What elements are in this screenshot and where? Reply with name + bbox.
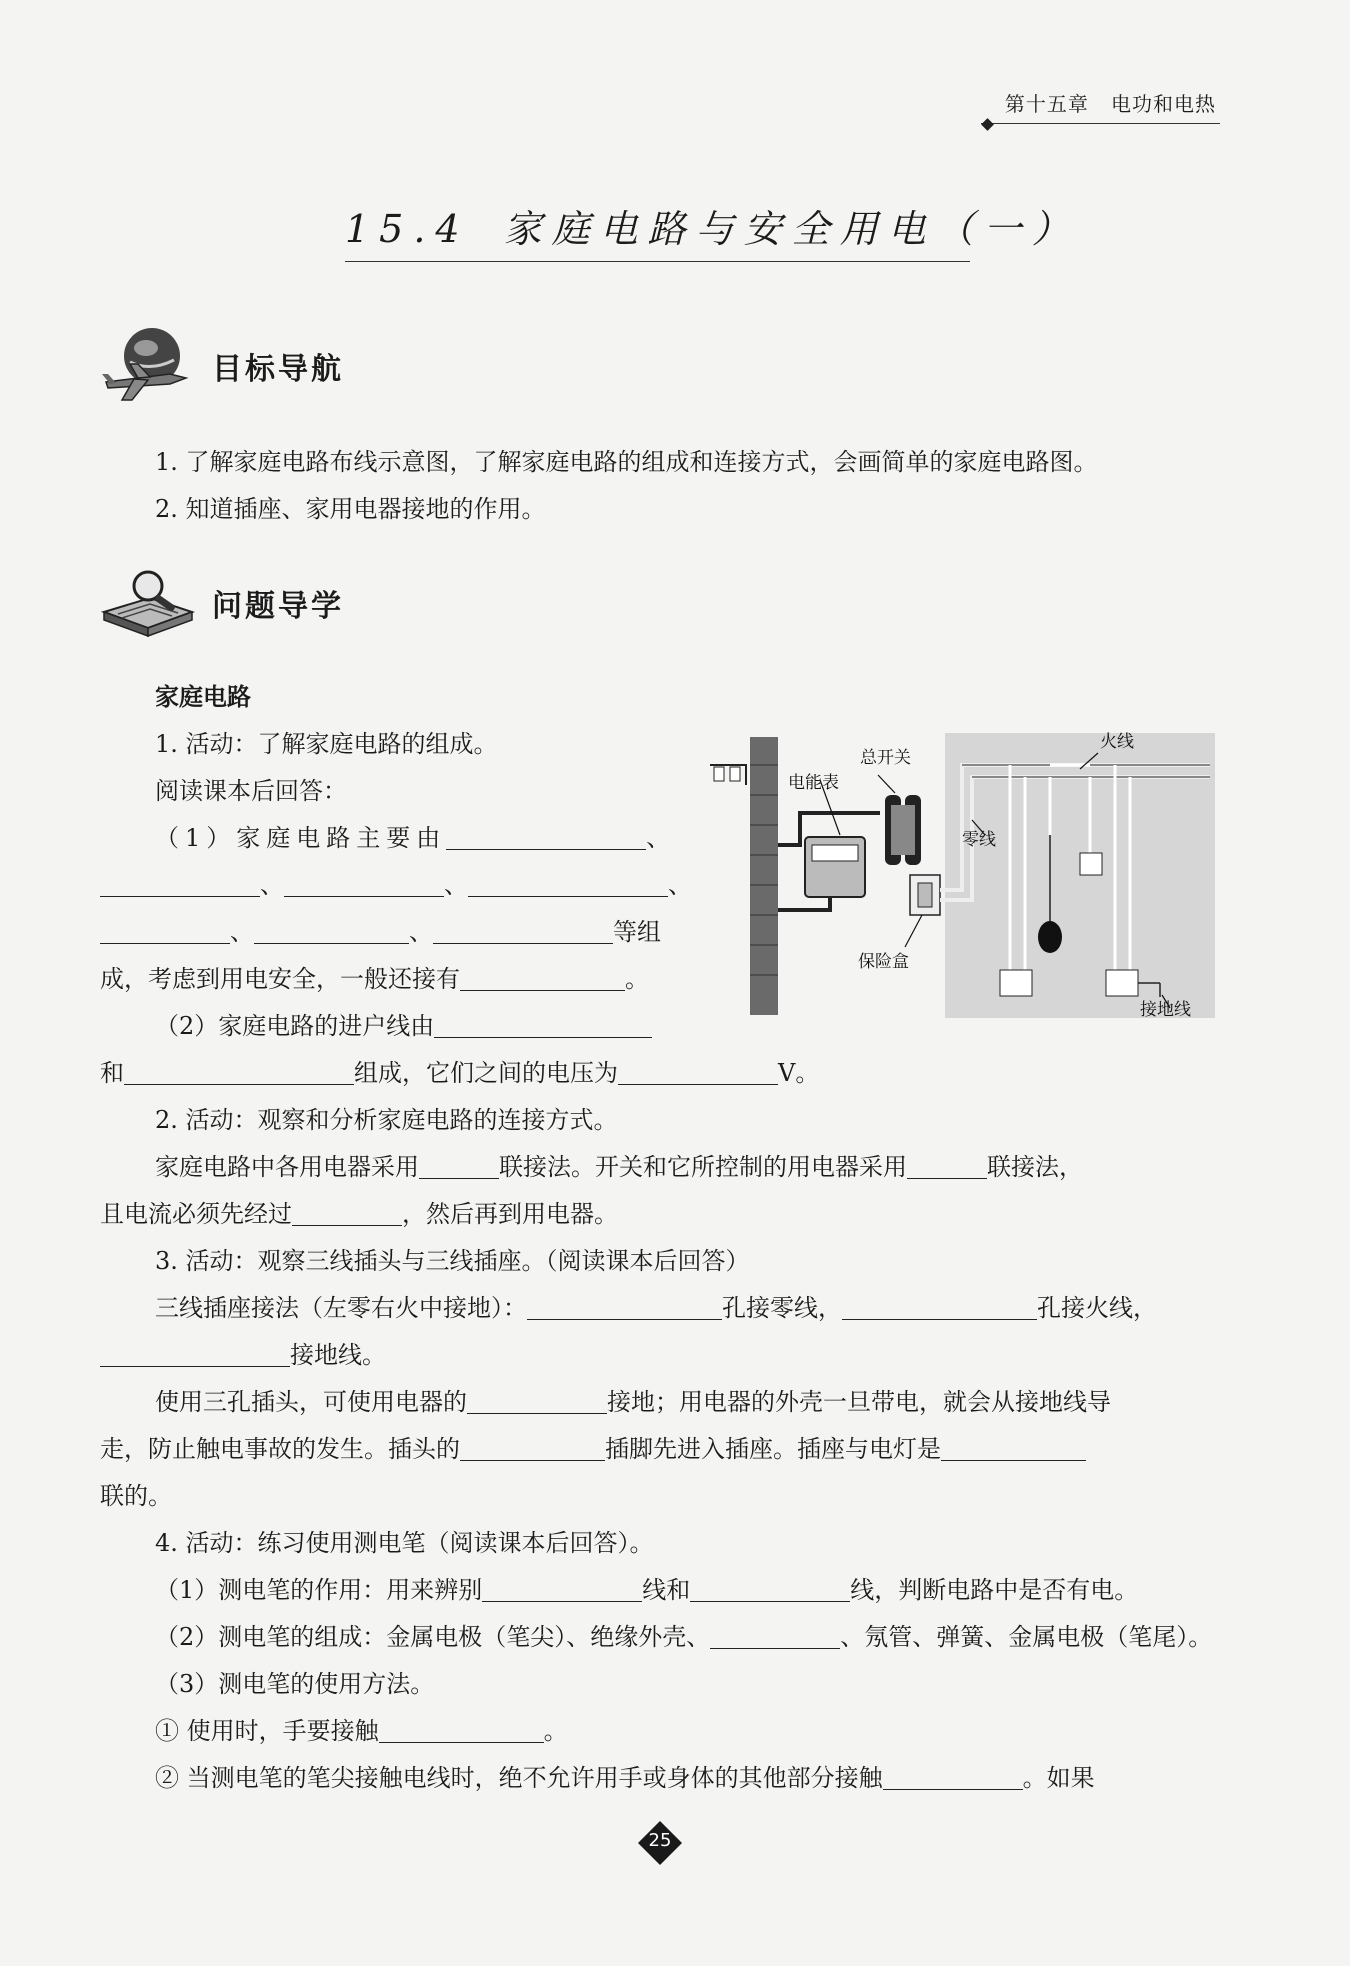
section-heading-text: 目标导航: [212, 352, 344, 387]
page-number: 25: [648, 1830, 672, 1851]
diamond-icon: [981, 118, 994, 131]
lesson-title-text: 家庭电路与安全用电（一）: [503, 207, 1080, 251]
question-2-line-1: （2）家庭电路的进户线由: [155, 1011, 652, 1041]
light-bulb-icon: [1038, 921, 1062, 953]
main-switch-icon: [885, 795, 921, 865]
activity-3-para-3: 联的。: [100, 1482, 172, 1510]
magnifier-book-icon: [100, 568, 196, 638]
blank[interactable]: [710, 1626, 840, 1649]
blank[interactable]: [460, 968, 625, 991]
blank[interactable]: [468, 874, 668, 897]
lesson-number: 15.4: [345, 207, 470, 251]
blank[interactable]: [618, 1062, 778, 1085]
label-meter: 电能表: [788, 773, 839, 793]
blank[interactable]: [292, 1203, 402, 1226]
blank[interactable]: [419, 1156, 499, 1179]
blank[interactable]: [433, 921, 613, 944]
blank[interactable]: [284, 874, 444, 897]
insulator-icon: [710, 765, 746, 785]
blank[interactable]: [467, 1391, 607, 1414]
blank[interactable]: [100, 1344, 290, 1367]
activity-4-step-1: ① 使用时，手要接触 。: [155, 1717, 568, 1745]
activity-4: 4. 活动：练习使用测电笔（阅读课本后回答）。: [155, 1529, 654, 1557]
blank[interactable]: [690, 1579, 850, 1602]
question-1-line-4: 成，考虑到用电安全，一般还接有 。: [100, 965, 649, 993]
label-main-switch: 总开关: [860, 748, 911, 768]
question-2-line-2: 和 组成，它们之间的电压为 V。: [100, 1059, 820, 1087]
activity-4-q3: （3）测电笔的使用方法。: [155, 1670, 435, 1698]
chapter-label: 第十五章: [1004, 92, 1089, 116]
activity-4-q1: （1）测电笔的作用：用来辨别 线和 线，判断电路中是否有电。: [155, 1576, 1139, 1604]
activity-4-step-2: ② 当测电笔的笔尖接触电线时，绝不允许用手或身体的其他部分接触 。如果: [155, 1764, 1095, 1792]
question-1-line-3: 、 、 等组: [100, 917, 661, 947]
blank[interactable]: [941, 1438, 1086, 1461]
section-heading-guide: [100, 568, 344, 638]
question-1-line-1: （1）家庭电路主要由 、: [155, 824, 677, 852]
goal-item-2: 2. 知道插座、家用电器接地的作用。: [155, 495, 546, 523]
activity-2-line-1: 家庭电路中各用电器采用 联接法。开关和它所控制的用电器采用 联接法，: [155, 1153, 1083, 1181]
activity-4-q2: （2）测电笔的组成：金属电极（笔尖）、绝缘外壳、 、氖管、弹簧、金属电极（笔尾）。: [155, 1623, 1213, 1651]
label-neutral-wire: 零线: [962, 830, 996, 850]
activity-3: 3. 活动：观察三线插头与三线插座。（阅读课本后回答）: [155, 1247, 750, 1275]
blank[interactable]: [460, 1438, 605, 1461]
activity-3-para-2: 走，防止触电事故的发生。插头的 插脚先进入插座。插座与电灯是: [100, 1434, 1086, 1464]
label-live-wire: 火线: [1100, 732, 1134, 752]
page-number-badge: [637, 1820, 683, 1866]
two-hole-socket-icon: [1000, 970, 1032, 996]
blank[interactable]: [446, 827, 646, 850]
three-hole-socket-icon: [1106, 970, 1138, 996]
fuse-box-icon: [910, 875, 940, 915]
goal-item-1: 1. 了解家庭电路布线示意图，了解家庭电路的组成和连接方式，会画简单的家庭电路图。: [155, 448, 1098, 476]
activity-1: 1. 活动：了解家庭电路的组成。: [155, 730, 498, 758]
lesson-title: [345, 198, 1080, 262]
activity-1-read: 阅读课本后回答：: [155, 777, 347, 805]
activity-3-para-1: 使用三孔插头，可使用电器的 接地；用电器的外壳一旦带电，就会从接地线导: [155, 1388, 1111, 1416]
blank[interactable]: [379, 1720, 544, 1743]
household-wiring-diagram: [700, 725, 1220, 1025]
subheading-household-circuit: 家庭电路: [155, 683, 251, 711]
blank[interactable]: [482, 1579, 642, 1602]
blank[interactable]: [254, 921, 409, 944]
activity-2: 2. 活动：观察和分析家庭电路的连接方式。: [155, 1106, 618, 1134]
wall-switch-icon: [1080, 853, 1102, 875]
blank[interactable]: [883, 1767, 1023, 1790]
label-ground-wire: 接地线: [1140, 1000, 1191, 1020]
globe-airplane-icon: [100, 322, 196, 410]
blank[interactable]: [124, 1062, 354, 1085]
blank[interactable]: [842, 1297, 1037, 1320]
label-fuse-box: 保险盒: [858, 952, 909, 972]
activity-3-line-1: 三线插座接法（左零右火中接地）： 孔接零线， 孔接火线，: [155, 1294, 1157, 1322]
blank[interactable]: [100, 874, 260, 897]
section-heading-text: 问题导学: [212, 589, 344, 624]
blank[interactable]: [100, 921, 230, 944]
blank[interactable]: [527, 1297, 722, 1320]
chapter-topic: 电功和电热: [1111, 92, 1216, 116]
chapter-header: [981, 88, 1220, 124]
blank[interactable]: [907, 1156, 987, 1179]
question-1-line-2: 、 、 、: [100, 870, 692, 900]
blank[interactable]: [434, 1015, 652, 1038]
activity-2-line-2: 且电流必须先经过 ，然后再到用电器。: [100, 1200, 618, 1228]
section-heading-goals: [100, 322, 344, 410]
activity-3-line-2: 接地线。: [100, 1340, 386, 1370]
